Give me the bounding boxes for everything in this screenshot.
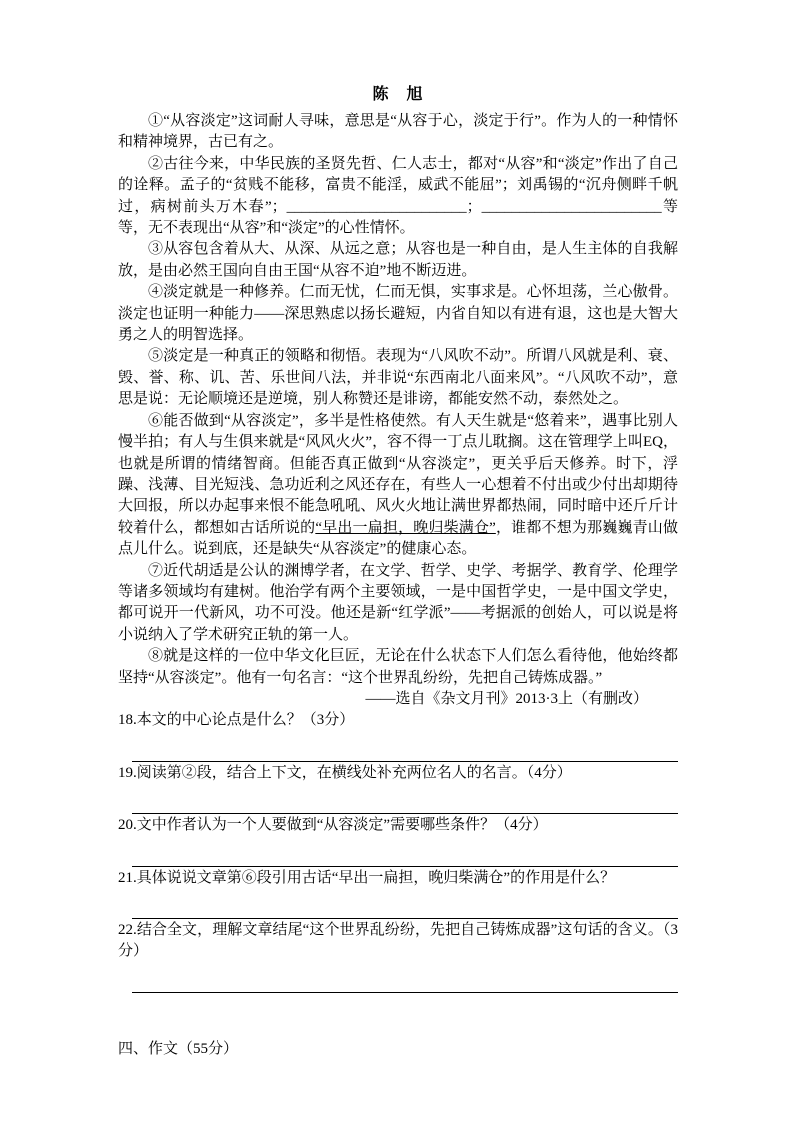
essay-paragraph	[118, 111, 678, 154]
paragraph-text: ④淡定就是一种修养。仁而无忧，仁而无惧，实事求是。心怀坦荡，兰心傲骨。淡定也证明一种能力——深思熟虑以扬长避短，内省自知以有进有退，这也是大智大勇之人的明智选择。	[118, 284, 678, 344]
question-block	[118, 763, 678, 814]
underlined-phrase: “早出一扁担，晚归柴满仓”	[315, 519, 496, 536]
paragraph-text: ________________________	[286, 198, 467, 215]
essay-paragraph	[118, 346, 678, 410]
essay-paragraph	[118, 561, 678, 647]
question-block	[118, 868, 678, 919]
question-text: 20.文中作者认为一个人要做到“从容淡定”需要哪些条件？（4分）	[118, 817, 548, 834]
essay-title: 陈 旭	[372, 86, 424, 103]
essay-attribution: ——选自《杂文月刊》2013·3上（有删改）	[365, 690, 648, 707]
paragraph-text: ；	[466, 198, 482, 215]
essay-paragraph	[118, 646, 678, 689]
questions-section	[118, 710, 678, 992]
answer-blank-line	[132, 837, 678, 867]
paragraph-text: 等等，无不表现出“从容”和“淡定”的心性情怀。	[118, 198, 678, 237]
paragraph-text: ________________________	[481, 198, 662, 215]
question-text: 21.具体说说文章第⑥段引用古话“早出一扁担，晚归柴满仓”的作用是什么？	[118, 869, 616, 886]
answer-blank-line	[132, 963, 678, 993]
paragraph-text: ⑤淡定是一种真正的领略和彻悟。表现为“八风吹不动”。所谓八风就是利、衰、毁、誉、称、讥、苦、乐世间八法，并非说“东西南北八面来风”。“八风吹不动”，意思是说：无论顺境还是逆境，别人称赞还是诽谤，都能安然不动，泰然处之。	[118, 348, 678, 408]
question-text: 19.阅读第②段，结合上下文，在横线处补充两位名人的名言。（4分）	[118, 764, 572, 781]
essay-paragraph	[118, 282, 678, 346]
question-text: 18.本文的中心论点是什么？（3分）	[118, 712, 355, 729]
essay-paragraph	[118, 411, 678, 561]
paragraph-text: ①“从容淡定”这词耐人寻味，意思是“从容于心，淡定于行”。作为人的一种情怀和精神境界，古已有之。	[118, 113, 678, 151]
essay-paragraph	[118, 239, 678, 282]
answer-blank-line	[132, 784, 678, 814]
answer-blank-line	[132, 889, 678, 919]
paragraph-text: ③从容包含着从大、从深、从远之意；从容也是一种自由，是人生主体的自我解放，是由必然王国向自由王国“从容不迫”地不断迈进。	[118, 241, 678, 279]
question-block	[118, 815, 678, 866]
answer-blank-line	[132, 732, 678, 762]
paragraph-text: ⑧就是这样的一位中华文化巨匠，无论在什么状态下人们怎么看待他，他始终都坚持“从容淡定”。他有一句名言：“这个世界乱纷纷，先把自己铸炼成器。”	[118, 648, 678, 686]
essay-paragraphs	[118, 111, 678, 689]
question-block	[118, 710, 678, 761]
paragraph-text: ⑥能否做到“从容淡定”，多半是性格使然。有人天生就是“悠着来”，遇事比别人慢半拍；有人与生俱来就是“风风火火”，容不得一丁点儿耽搁。这在管理学上叫EQ，也就是所谓的情绪智商。但能否真正做到“从容淡定”，更关乎后天修养。时下，浮躁、浅薄、目光短浅、急功近利之风还存在，有些人一心想着不付出或少付出却期待大回报，所以办起事来恨不能急吼吼、风火火地让满世界都热闹，同时暗中还斤斤计较着什么，都想如古话所说的	[118, 412, 678, 536]
question-text: 22.结合全文，理解文章结尾“这个世界乱纷纷，先把自己铸炼成器”这句话的含义。（3分）	[118, 922, 678, 960]
essay-paragraph	[118, 154, 678, 240]
paragraph-text: ，谁都不想为那巍巍青山做点儿什么。说到底，还是缺失“从容淡定”的健康心态。	[118, 519, 678, 558]
paragraph-text: ⑦近代胡适是公认的渊博学者，在文学、哲学、史学、考据学、教育学、伦理学等诸多领域均有建树。他治学有两个主要领域，一是中国哲学史，一是中国文学史，都可说开一代新风，功不可没。他还是新“红学派”——考据派的创始人，可以说是将小说纳入了学术研究正轨的第一人。	[118, 562, 678, 643]
question-block	[118, 920, 678, 993]
paragraph-text: ②古往今来，中华民族的圣贤先哲、仁人志士，都对“从容”和“淡定”作出了自己的诠释。孟子的“贫贱不能移，富贵不能淫，威武不能屈”；刘禹锡的“沉舟侧畔千帆过，病树前头万木春”；	[118, 155, 678, 215]
section-header-composition: 四、作文（55分）	[118, 1040, 239, 1057]
